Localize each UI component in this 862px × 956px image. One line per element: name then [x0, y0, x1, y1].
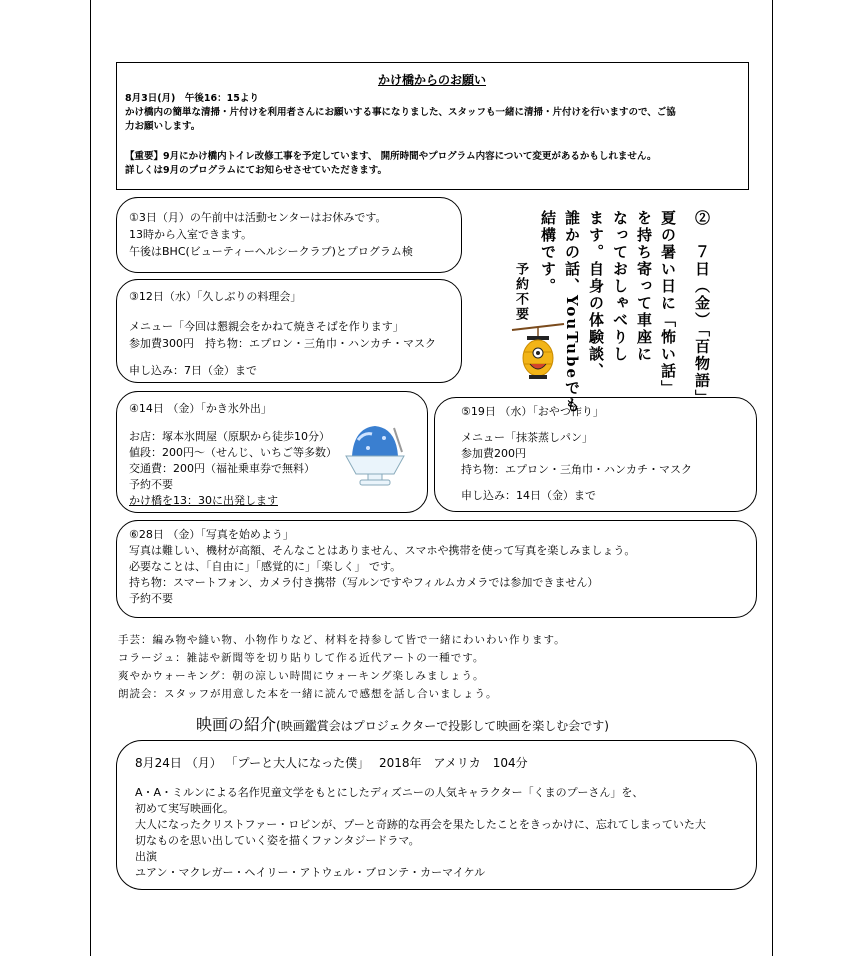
notice-line2: 力お願いします。: [125, 121, 201, 132]
ghost-lantern-illustration: [510, 322, 566, 384]
box3-line3: 申し込み：7日（金）まで: [129, 364, 257, 377]
notice-line1: かけ橋内の簡単な清掃・片付けを利用者さんにお願いする事になりました、スタッフも一緒に清掃・片付けを行いますので、ご協: [125, 107, 676, 118]
program-crafts: 手芸：編み物や縫い物、小物作りなど、材料を持参して皆で一緒にわいわい作ります。: [118, 634, 566, 646]
notice-date: 8月3日(月) 午後16：15より: [125, 93, 259, 104]
event2-text-col7: 結構です。: [539, 210, 557, 295]
movie-heading-note: (映画鑑賞会はプロジェクターで投影して映画を楽しむ会です): [276, 719, 609, 733]
box5-line1: メニュー「抹茶蒸しパン」: [461, 431, 593, 444]
right-margin-line: [772, 0, 773, 956]
box6-title: ⑥28日 （金）「写真を始めよう」: [129, 528, 294, 541]
box5-title: ⑤19日 （水）「おやつ作り」: [461, 405, 604, 418]
program-reading: 朗読会：スタッフが用意した本を一緒に読んで感想を話し合いましょう。: [118, 688, 498, 700]
box4-line3: 交通費：200円（福祉乗車券で無料）: [129, 462, 315, 475]
movie-desc-line4: 切なものを思い出していく姿を描くファンタジードラマ。: [135, 834, 420, 847]
box6-line4: 予約不要: [129, 592, 173, 605]
movie-cast-list: ユアン・マクレガー・ヘイリー・アトウェル・ブロンテ・カーマイケル: [135, 866, 486, 879]
notice-title: かけ橋からのお願い: [377, 73, 486, 87]
event2-text-col3: を持ち寄って車座に: [635, 210, 653, 363]
shaved-ice-illustration: [344, 422, 406, 488]
event2-reservation-note: 予約不要: [513, 262, 528, 322]
event2-text-col5: ます。自身の体験談、: [587, 210, 605, 380]
box3-line1: メニュー「今回は懇親会をかねて焼きそばを作ります」: [129, 320, 404, 333]
box3-title: ③12日（水）「久しぶりの料理会」: [129, 290, 302, 303]
notice-box: [116, 62, 749, 190]
notice-line3: 【重要】9月にかけ橋内トイレ改修工事を予定しています、 開所時間やプログラム内容について変更があるかもしれません。: [125, 151, 657, 162]
box4-line1: お店：塚本氷問屋（原駅から徒歩10分）: [129, 430, 330, 443]
activity-box-6: [116, 520, 757, 618]
notice-line4: 詳しくは9月のプログラムにてお知らせさせていただきます。: [125, 165, 387, 176]
movie-heading: [196, 712, 609, 735]
box6-line1: 写真は難しい、機材が高額、そんなことはありません、スマホや携帯を使って写真を楽しみましょう。: [129, 544, 636, 557]
movie-desc-line2: 初めて実写映画化。: [135, 802, 234, 815]
event2-text-col6: 誰かの話、YouTubeでも: [563, 210, 581, 415]
box5-line2: 参加費200円: [461, 447, 526, 460]
activity-box-5: [434, 397, 757, 512]
program-walking: 爽やかウォーキング：朝の涼しい時間にウォーキング楽しみましょう。: [118, 670, 485, 682]
program-collage: コラージュ：雑誌や新聞等を切り貼りして作る近代アートの一種です。: [118, 652, 485, 664]
box1-line1: ①3日（月）の午前中は活動センターはお休みです。: [129, 211, 387, 224]
activity-box-1: [116, 197, 462, 273]
box6-line2: 必要なことは、「自由に」「感覚的に」「楽しく」 です。: [129, 560, 402, 573]
movie-heading-title: 映画の紹介: [196, 715, 277, 734]
box5-line3: 持ち物：エプロン・三角巾・ハンカチ・マスク: [461, 463, 692, 476]
event2-text-col2: 夏の暑い日に「怖い話」: [659, 210, 677, 397]
box4-title: ④14日 （金）「かき氷外出」: [129, 402, 272, 415]
box4-line5: かけ橋を13：30に出発します: [129, 494, 278, 507]
event2-text-col4: なっておしゃべりし: [611, 210, 629, 363]
box4-line2: 値段：200円～（せんじ、いちご等多数）: [129, 446, 337, 459]
left-margin-line: [90, 0, 91, 956]
box6-line3: 持ち物：スマートフォン、カメラ付き携帯（写ルンですやフィルムカメラでは参加できません）: [129, 576, 599, 589]
box1-line3: 午後はBHC(ビューティーヘルシークラブ)とプログラム検: [129, 245, 413, 258]
activity-box-3: [116, 279, 462, 383]
box4-line4: 予約不要: [129, 478, 173, 491]
box1-line2: 13時から入室できます。: [129, 228, 253, 241]
movie-box: [116, 740, 757, 890]
box3-line2: 参加費300円 持ち物：エプロン・三角巾・ハンカチ・マスク: [129, 337, 436, 350]
movie-desc-line3: 大人になったクリストファー・ロビンが、プーと奇跡的な再会を果たしたことをきっかけに、忘れてしまっていた大: [135, 818, 706, 831]
box5-line4: 申し込み：14日（金）まで: [461, 489, 596, 502]
movie-cast-label: 出演: [135, 850, 157, 863]
movie-info: 8月24日 （月） 「プーと大人になった僕」 2018年 アメリカ 104分: [135, 756, 528, 770]
movie-desc-line1: A・A・ミルンによる名作児童文学をもとにしたディズニーの人気キャラクター「くまのプーさん」を、: [135, 786, 644, 799]
event2-title-column: ② ７日（金）「百物語」: [693, 210, 711, 407]
